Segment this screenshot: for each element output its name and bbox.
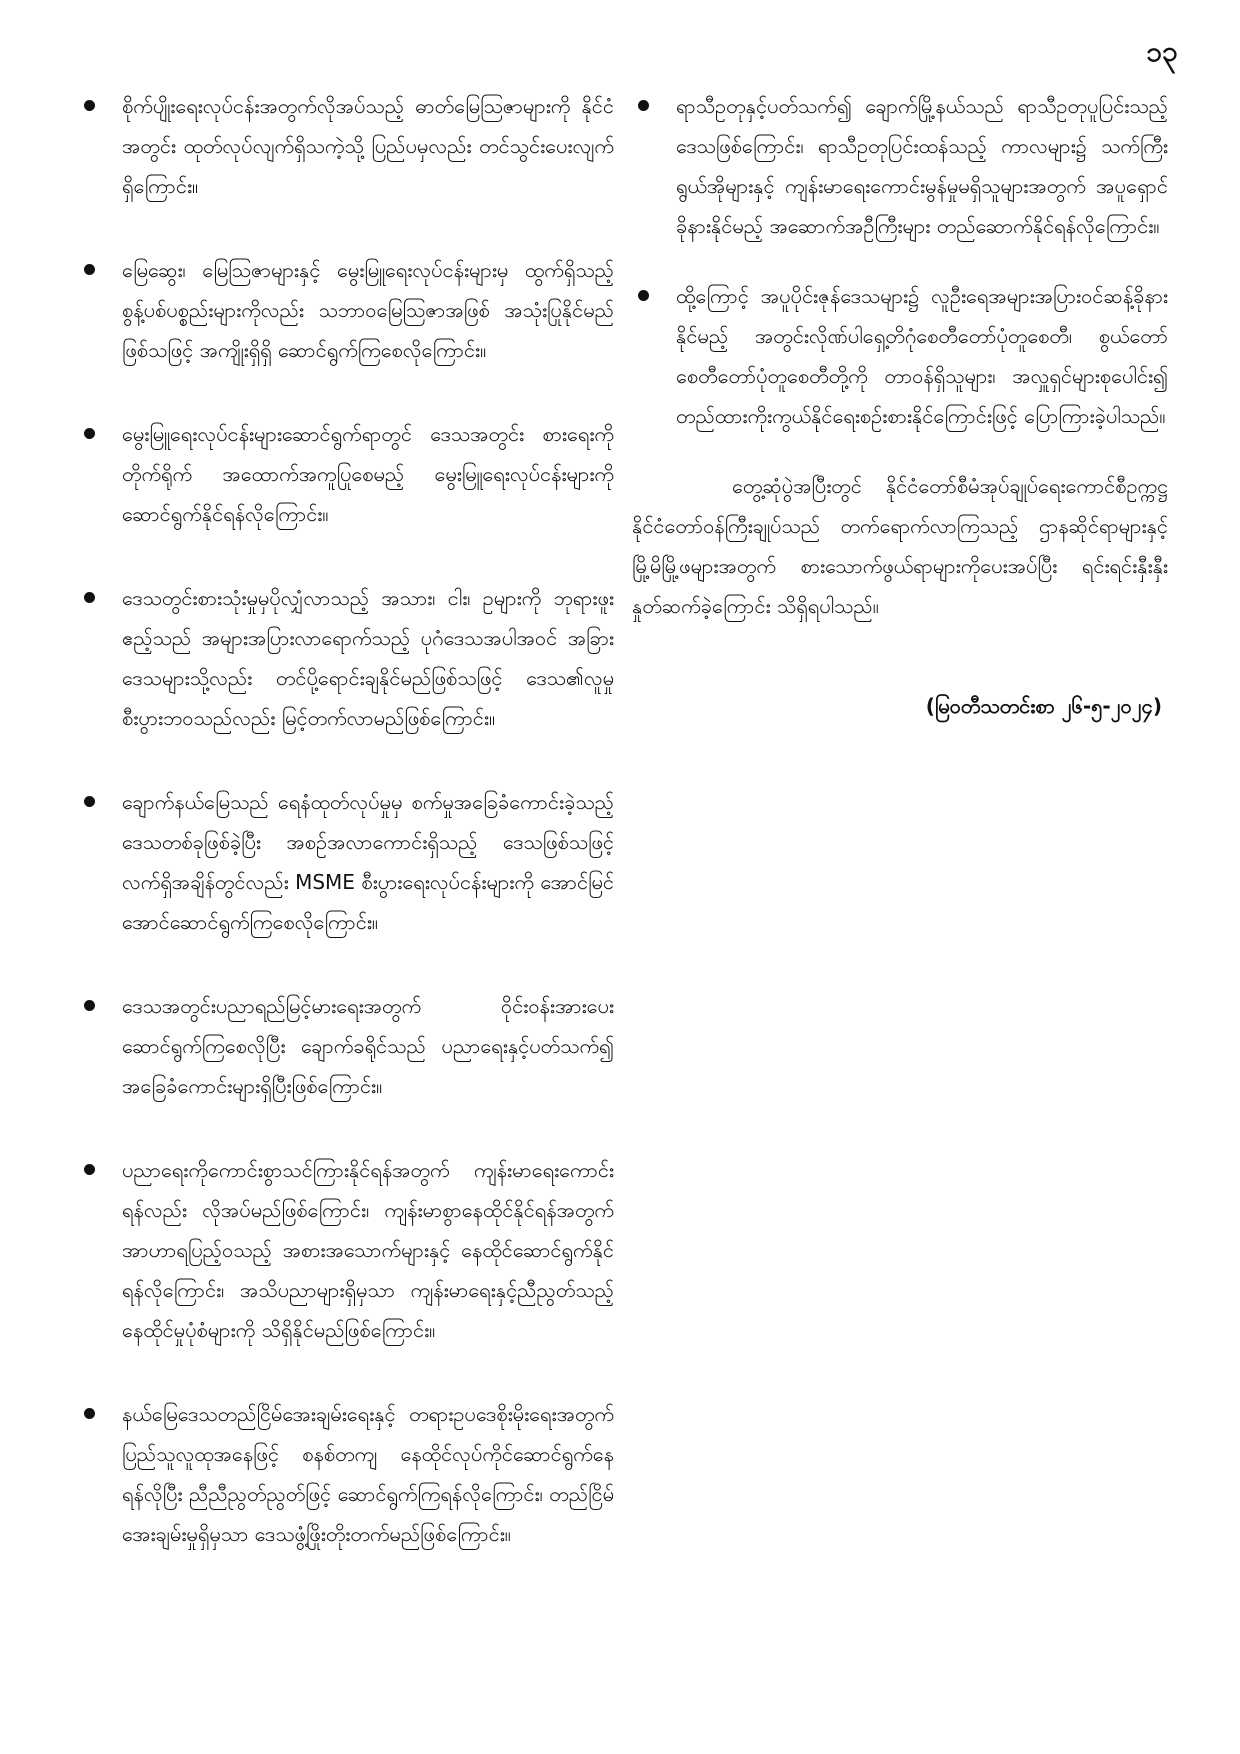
page-number: ၁၃ — [1146, 35, 1178, 68]
bullet-icon — [638, 290, 649, 301]
bullet-icon — [638, 100, 649, 111]
list-item — [78, 414, 614, 534]
list-item-text: ရာသီဥတုနှင့်ပတ်သက်၍ ချောက်မြို့နယ်သည် ရာသီဥတုပူပြင်းသည့် ဒေသဖြစ်ကြောင်း၊ ရာသီဥတုပြင်းထန်သည့် ကာလများ၌ သက်ကြီးရွယ်အိုများနှင့် ကျန်းမာရေးကောင်းမွန်မှုမရှိသူများအတွက် အပူရှောင်ခိုနားနိုင်မည့် အဆောက်အဦကြီးများ တည်ဆောက်နိုင်ရန်လိုကြောင်း။ — [676, 94, 1168, 238]
list-item — [78, 1394, 614, 1554]
list-item — [632, 86, 1168, 246]
right-bullet-list — [632, 86, 1168, 436]
list-item — [78, 578, 614, 738]
bullet-icon — [84, 264, 95, 275]
list-item-text: ဒေသတွင်းစားသုံးမှုမှပိုလျှံလာသည့် အသား၊ ငါး၊ ဥများကို ဘုရားဖူးဧည့်သည် အများအပြားလာရောက်သည့် ပုဂံဒေသအပါအဝင် အခြားဒေသများသို့လည်း တင်ပို့ရောင်းချနိုင်မည်ဖြစ်သဖြင့် ဒေသ၏လူမှုစီးပွားဘဝသည်လည်း မြင့်တက်လာမည်ဖြစ်ကြောင်း။ — [122, 586, 614, 730]
list-item — [78, 986, 614, 1106]
list-item — [78, 86, 614, 206]
list-item — [78, 250, 614, 370]
left-bullet-list — [78, 86, 614, 1554]
list-item-text: မွေးမြူရေးလုပ်ငန်းများဆောင်ရွက်ရာတွင် ဒေသအတွင်း စားရေးကိုတိုက်ရိုက် အထောက်အကူပြုစေမည့် မွေးမြူရေးလုပ်ငန်းများကိုဆောင်ရွက်နိုင်ရန်လိုကြောင်း။ — [122, 422, 614, 526]
list-item-text: ပညာရေးကိုကောင်းစွာသင်ကြားနိုင်ရန်အတွက် ကျန်းမာရေးကောင်းရန်လည်း လိုအပ်မည်ဖြစ်ကြောင်း၊ ကျန်းမာစွာနေထိုင်နိုင်ရန်အတွက် အာဟာရပြည့်ဝသည့် အစားအသောက်များနှင့် နေထိုင်ဆောင်ရွက်နိုင်ရန်လိုကြောင်း၊ အသိပညာများရှိမှသာ ကျန်းမာရေးနှင့်ညီညွတ်သည့် နေထိုင်မှုပုံစံများကို သိရှိနိုင်မည်ဖြစ်ကြောင်း။ — [122, 1158, 614, 1342]
list-item-text: မြေဆွေး၊ မြေသြဇာများနှင့် မွေးမြူရေးလုပ်ငန်းများမှ ထွက်ရှိသည့် စွန့်ပစ်ပစ္စည်းများကိုလည်း သဘာဝမြေသြဇာအဖြစ် အသုံးပြုနိုင်မည်ဖြစ်သဖြင့် အကျိုးရှိရှိ ဆောင်ရွက်ကြစေလိုကြောင်း။ — [122, 258, 614, 362]
bullet-icon — [84, 100, 95, 111]
list-item — [78, 1150, 614, 1350]
list-item-text: နယ်မြေဒေသတည်ငြိမ်အေးချမ်းရေးနှင့် တရားဥပဒေစိုးမိုးရေးအတွက် ပြည်သူလူထုအနေဖြင့် စနစ်တကျ နေထိုင်လုပ်ကိုင်ဆောင်ရွက်နေရန်လိုပြီး ညီညီညွတ်ညွတ်ဖြင့် ဆောင်ရွက်ကြရန်လိုကြောင်း၊ တည်ငြိမ်အေးချမ်းမှုရှိမှသာ ဒေသဖွံ့ဖြိုးတိုးတက်မည်ဖြစ်ကြောင်း။ — [122, 1402, 614, 1546]
list-item-text: စိုက်ပျိုးရေးလုပ်ငန်းအတွက်လိုအပ်သည့် ဓာတ်မြေသြဇာများကို နိုင်ငံအတွင်း ထုတ်လုပ်လျက်ရှိသကဲ့သို့ ပြည်ပမှလည်း တင်သွင်းပေးလျက်ရှိကြောင်း။ — [122, 94, 614, 198]
left-column — [78, 86, 614, 1598]
list-item-text: ချောက်နယ်မြေသည် ရေနံထုတ်လုပ်မှုမှ စက်မှုအခြေခံကောင်းခဲ့သည့် ဒေသတစ်ခုဖြစ်ခဲ့ပြီး အစဉ်အလာကောင်းရှိသည့် ဒေသဖြစ်သဖြင့် လက်ရှိအချိန်တွင်လည်း MSME စီးပွားရေးလုပ်ငန်းများကို အောင်မြင်အောင်ဆောင်ရွက်ကြစေလိုကြောင်း။ — [122, 790, 614, 934]
bullet-icon — [84, 1000, 95, 1011]
bullet-icon — [84, 1408, 95, 1419]
source-citation: (မြဝတီသတင်းစာ ၂၆-၅-၂၀၂၄) — [925, 694, 1162, 718]
right-column — [632, 86, 1168, 726]
bullet-icon — [84, 1164, 95, 1175]
list-item-text: ဒေသအတွင်းပညာရည်မြင့်မားရေးအတွက် ဝိုင်းဝန်းအားပေးဆောင်ရွက်ကြစေလိုပြီး ချောက်ခရိုင်သည် ပညာရေးနှင့်ပတ်သက်၍ အခြေခံကောင်းများရှိပြီးဖြစ်ကြောင်း။ — [122, 994, 614, 1098]
list-item — [78, 782, 614, 942]
bullet-icon — [84, 592, 95, 603]
bullet-icon — [84, 796, 95, 807]
bullet-icon — [84, 428, 95, 439]
closing-paragraph: တွေ့ဆုံပွဲအပြီးတွင် နိုင်ငံတော်စီမံအုပ်ချုပ်ရေးကောင်စီဥက္ကဋ္ဌ နိုင်ငံတော်ဝန်ကြီးချုပ်သည် တက်ရောက်လာကြသည့် ဌာနဆိုင်ရာများနှင့် မြို့မိမြို့ဖများအတွက် စားသောက်ဖွယ်ရာများကိုပေးအပ်ပြီး ရင်းရင်းနှီးနှီးနှုတ်ဆက်ခဲ့ကြောင်း သိရှိရပါသည်။ — [632, 474, 1168, 618]
list-item — [632, 276, 1168, 436]
list-item-text: ထို့ကြောင့် အပူပိုင်းဇုန်ဒေသများ၌ လူဦးရေအများအပြားဝင်ဆန့်ခိုနားနိုင်မည့် အတွင်းလိုဏ်ပါရှေ့တိဂုံစေတီတော်ပုံတူစေတီ၊ စွယ်တော်စေတီတော်ပုံတူစေတီတို့ကို တာဝန်ရှိသူများ၊ အလှူရှင်များစုပေါင်း၍ တည်ထားကိုးကွယ်နိုင်ရေးစဉ်းစားနိုင်ကြောင်းဖြင့် ပြောကြားခဲ့ပါသည်။ — [676, 284, 1168, 428]
